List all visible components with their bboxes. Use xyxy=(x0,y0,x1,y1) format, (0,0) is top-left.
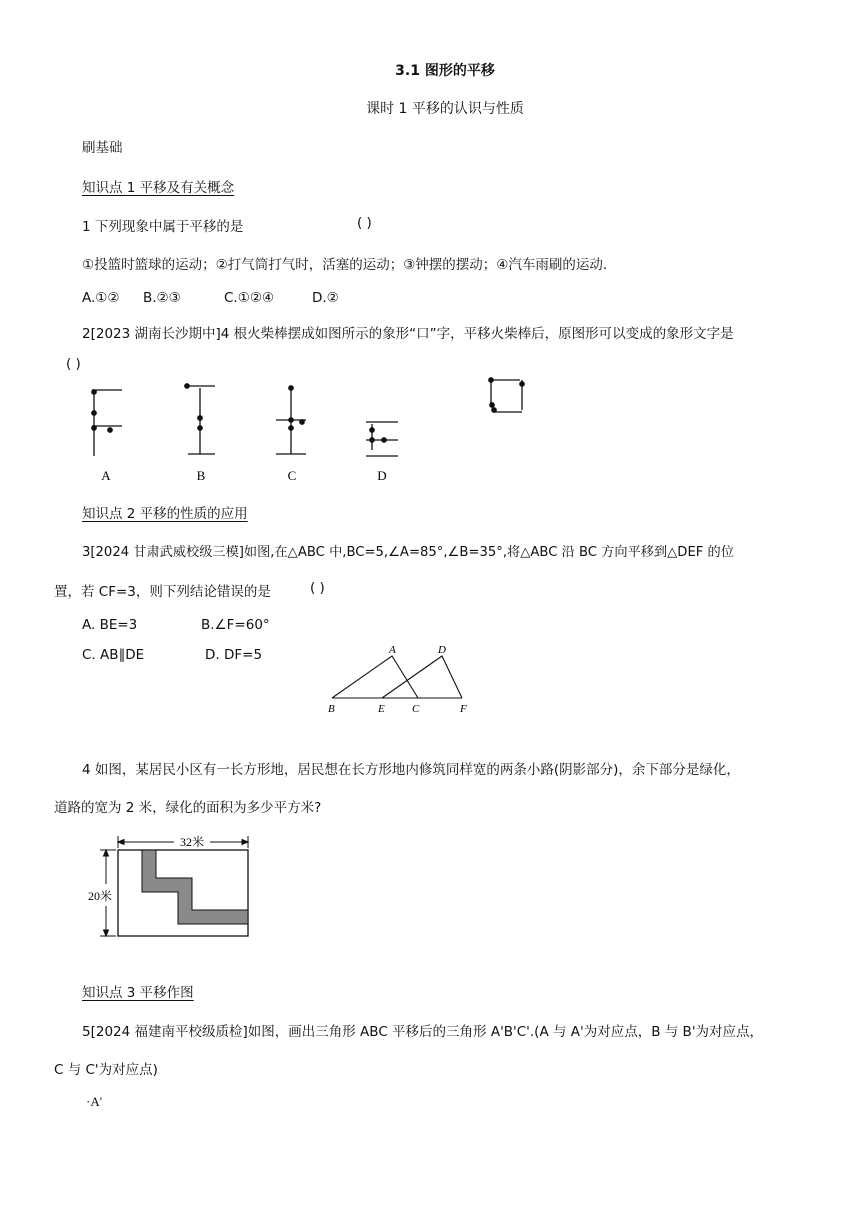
q2-original-figure xyxy=(486,376,530,416)
q1-option-b: B.②③ xyxy=(143,290,181,306)
q3-option-a: A. BE=3 xyxy=(82,617,138,633)
q4-width-label: 32米 xyxy=(179,835,205,849)
q1-option-c: C.①②④ xyxy=(224,290,275,306)
q3-point-d: D xyxy=(438,644,446,656)
q2-stem: 2[2023 湖南长沙期中]4 根火柴棒摆成如图所示的象形“口”字，平移火柴棒后，原图形可以变成的象形文字是 xyxy=(82,326,734,342)
q1-items: ①投篮时篮球的运动；②打气筒打气时，活塞的运动；③钟摆的摆动；④汽车雨刷的运动. xyxy=(82,257,608,273)
section-basic: 刷基础 xyxy=(82,140,123,156)
q1-option-d: D.② xyxy=(312,290,339,306)
q2-label-b: B xyxy=(196,468,206,483)
kp1-heading: 知识点 1 平移及有关概念 xyxy=(82,180,235,196)
q2-label-d: D xyxy=(377,468,387,483)
q4-stem-line1: 4 如图，某居民小区有一长方形地，居民想在长方形地内修筑同样宽的两条小路(阴影部分)，余下部分是绿化， xyxy=(82,762,740,778)
q1-bracket: ( ) xyxy=(357,215,372,231)
q4-height-label: 20米 xyxy=(87,889,113,903)
q3-option-b: B.∠F=60° xyxy=(201,617,270,633)
q3-option-d: D. DF=5 xyxy=(205,647,263,663)
q3-point-a: A xyxy=(389,644,396,656)
q2-label-a: A xyxy=(101,468,111,483)
q1-stem: 1 下列现象中属于平移的是 xyxy=(82,219,244,235)
q4-stem-line2: 道路的宽为 2 米，绿化的面积为多少平方米? xyxy=(54,800,322,816)
q3-point-e: E xyxy=(378,703,385,715)
q3-stem-line2: 置，若 CF=3，则下列结论错误的是 xyxy=(54,584,271,600)
q2-bracket: ( ) xyxy=(66,356,81,372)
q3-point-f: F xyxy=(460,703,467,715)
page-subtitle: 课时 1 平移的认识与性质 xyxy=(366,101,524,117)
q5-stem-line1: 5[2024 福建南平校级质检]如图，画出三角形 ABC 平移后的三角形 A'B'C'.(A 与 A'为对应点，B 与 B'为对应点， xyxy=(82,1024,764,1040)
kp2-heading: 知识点 2 平移的性质的应用 xyxy=(82,506,248,522)
page-title: 3.1 图形的平移 xyxy=(395,63,495,79)
q3-stem-line1: 3[2024 甘肃武威校级三模]如图,在△ABC 中,BC=5,∠A=85°,∠B=35°,将△ABC 沿 BC 方向平移到△DEF 的位 xyxy=(82,545,734,560)
q2-label-c: C xyxy=(287,468,297,483)
q5-stem-line2: C 与 C'为对应点) xyxy=(54,1062,158,1078)
q1-option-a: A.①② xyxy=(82,290,120,306)
q3-point-b: B xyxy=(328,703,335,715)
q3-triangle-figure xyxy=(322,640,482,718)
q4-rect-figure xyxy=(80,830,260,942)
q3-bracket: ( ) xyxy=(310,580,325,596)
q2-options-figure xyxy=(80,380,420,490)
q3-option-c: C. AB∥DE xyxy=(82,647,145,663)
q5-point-a-prime: ·A' xyxy=(86,1094,103,1109)
q3-point-c: C xyxy=(412,703,420,715)
kp3-heading: 知识点 3 平移作图 xyxy=(82,985,194,1001)
